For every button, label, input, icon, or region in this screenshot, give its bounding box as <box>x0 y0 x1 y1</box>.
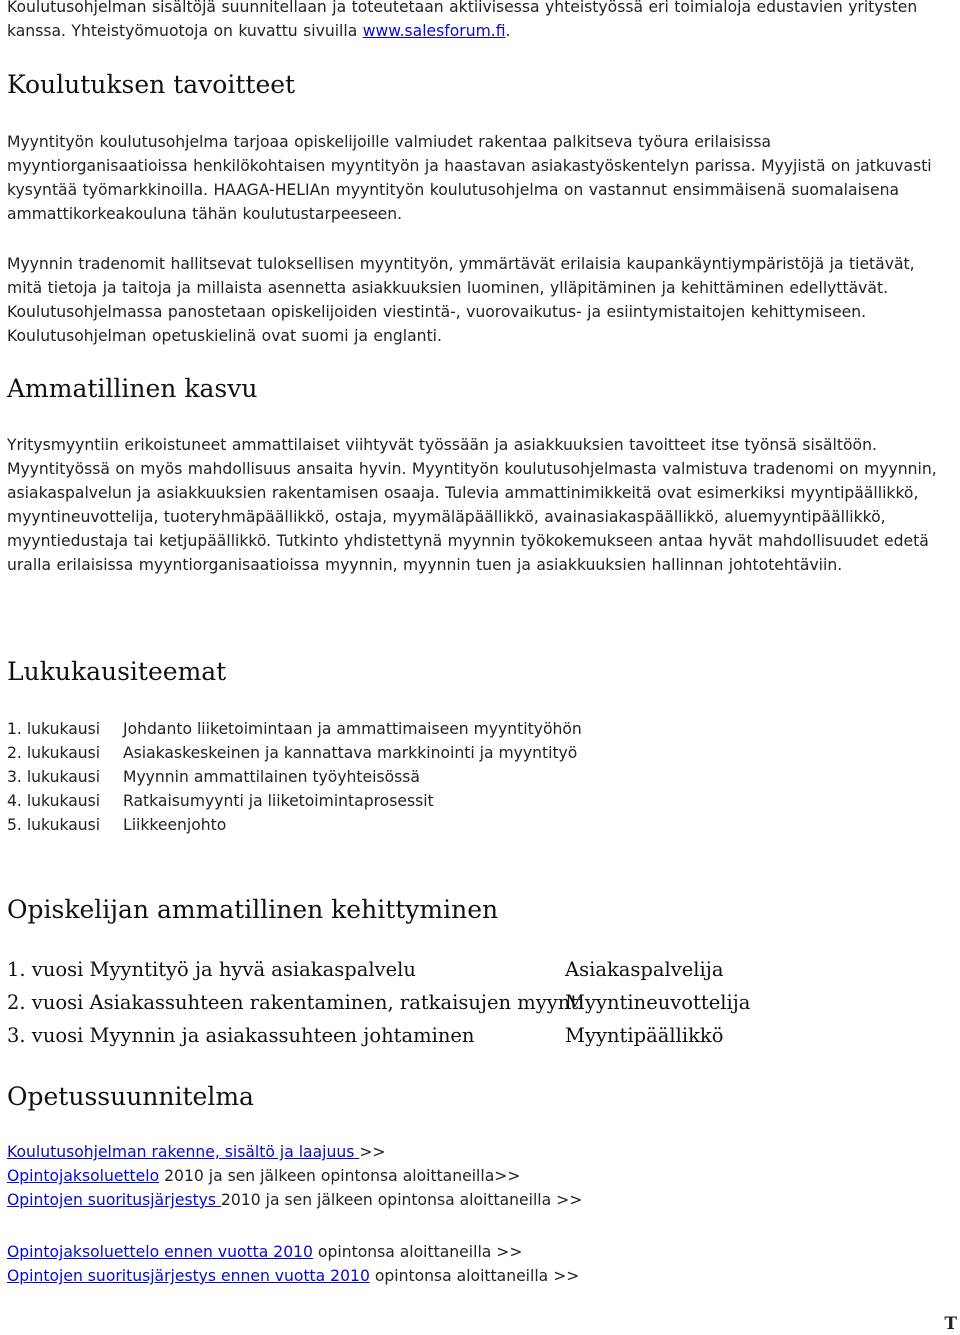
year-title: 1. vuosi Myyntityö ja hyvä asiakaspalvelu <box>7 958 416 981</box>
curriculum-link[interactable]: Opintojaksoluettelo ennen vuotta 2010 <box>7 1243 313 1261</box>
growth-section <box>7 433 952 577</box>
semester-number: 3. lukukausi <box>7 768 101 786</box>
list-item <box>7 1264 952 1288</box>
growth-heading: Ammatillinen kasvu <box>7 374 258 403</box>
year-title: 2. vuosi Asiakassuhteen rakentaminen, ratkaisujen myynti <box>7 991 585 1014</box>
list-item <box>7 813 952 837</box>
semester-number: 1. lukukausi <box>7 720 101 738</box>
curriculum-link[interactable]: Opintojen suoritusjärjestys ennen vuotta 2010 <box>7 1267 370 1285</box>
semester-title: Ratkaisumyynti ja liiketoimintaprosessit <box>123 792 434 810</box>
curriculum-links <box>7 1140 952 1212</box>
page-corner-letter: T <box>944 1314 957 1334</box>
goals-section-2 <box>7 252 952 348</box>
semester-title: Johdanto liiketoimintaan ja ammattimaiseen myyntityöhön <box>123 720 582 738</box>
development-heading: Opiskelijan ammatillinen kehittyminen <box>7 895 499 924</box>
curriculum-heading: Opetussuunnitelma <box>7 1082 254 1111</box>
semester-number: 2. lukukausi <box>7 744 101 762</box>
themes-list <box>7 717 952 837</box>
semester-title: Asiakaskeskeinen ja kannattava markkinointi ja myyntityö <box>123 744 578 762</box>
goals-paragraph-2: Myynnin tradenomit hallitsevat tuloksellisen myyntityön, ymmärtävät erilaisia kaupankäyntiympäristöjä ja tietävät, mitä tietoja ja taitoja ja millaista asennetta asiakkuuksien luominen, ylläpitäminen ja kehittäminen edellyttävät. Koulutusohjelmassa panostetaan opiskelijoiden viestintä-, vuorovaikutus- ja esiintymistaitojen kehittymiseen. Koulutusohjelman opetuskielinä ovat suomi ja englanti. <box>7 255 915 345</box>
semester-title: Myynnin ammattilainen työyhteisössä <box>123 768 420 786</box>
themes-heading: Lukukausiteemat <box>7 657 227 686</box>
semester-title: Liikkeenjohto <box>123 816 227 834</box>
list-item <box>7 1164 952 1188</box>
goals-paragraph-1: Myyntityön koulutusohjelma tarjoaa opiskelijoille valmiudet rakentaa palkitseva työura erilaisissa myyntiorganisaatioissa henkilökohtaisen myyntityön ja haastavan asiakastyöskentelyn parissa. Myyjistä on jatkuvasti kysyntää työmarkkinoilla. HAAGA-HELIAn myyntityön koulutusohjelma on vastannut ensimmäisenä suomalaisena ammattikorkeakouluna tähän koulutustarpeeseen. <box>7 133 932 223</box>
list-item <box>7 765 952 789</box>
link-suffix: opintonsa aloittaneilla >> <box>312 1243 523 1261</box>
intro-text: Koulutusohjelman sisältöjä suunnitellaan ja toteutetaan aktiivisessa yhteistyössä eri toimialoja edustavien yritysten kanssa. Yhteistyömuotoja on kuvattu sivuilla <box>7 0 918 40</box>
goals-heading: Koulutuksen tavoitteet <box>7 70 296 99</box>
curriculum-link[interactable]: Opintojaksoluettelo <box>7 1167 160 1185</box>
list-item <box>7 717 952 741</box>
link-suffix: opintonsa aloittaneilla >> <box>369 1267 580 1285</box>
list-item <box>7 1240 952 1264</box>
curriculum-link[interactable]: Opintojen suoritusjärjestys <box>7 1191 221 1209</box>
semester-number: 4. lukukausi <box>7 792 101 810</box>
salesforum-link[interactable]: www.salesforum.fi <box>362 22 506 40</box>
link-suffix: >> <box>359 1143 386 1161</box>
year-role: Asiakaspalvelija <box>565 958 724 981</box>
year-role: Myyntineuvottelija <box>565 991 751 1014</box>
goals-section <box>7 130 952 226</box>
list-item <box>7 741 952 765</box>
list-item <box>7 1188 952 1212</box>
semester-number: 5. lukukausi <box>7 816 101 834</box>
curriculum-links-old <box>7 1240 952 1288</box>
growth-paragraph: Yritysmyyntiin erikoistuneet ammattilaiset viihtyvät työssään ja asiakkuuksien tavoitteet itse työnsä sisältöön. Myyntityössä on myös mahdollisuus ansaita hyvin. Myyntityön koulutusohjelmasta valmistuva tradenomi on myynnin, asiakaspalvelun ja asiakkuuksien rakentamisen osaaja. Tulevia ammattinimikkeitä ovat esimerkiksi myyntipäällikkö, myyntineuvottelija, tuoteryhmäpäällikkö, ostaja, myymäläpäällikkö, avainasiakaspäällikkö, aluemyyntipäällikkö, myyntiedustaja tai ketjupäällikkö. Tutkinto yhdistettynä myynnin työkokemukseen antaa hyvät mahdollisuudet edetä uralla erilaisissa myyntiorganisaatioissa myynnin, myynnin tuen ja asiakkuuksien hallinnan johtotehtäviin. <box>7 436 937 574</box>
intro-text-end: . <box>505 22 511 40</box>
year-role: Myyntipäällikkö <box>565 1024 724 1047</box>
list-item <box>7 789 952 813</box>
link-suffix: 2010 ja sen jälkeen opintonsa aloittaneilla >> <box>221 1191 583 1209</box>
list-item <box>7 1140 952 1164</box>
link-suffix: 2010 ja sen jälkeen opintonsa aloittaneilla>> <box>159 1167 521 1185</box>
year-title: 3. vuosi Myynnin ja asiakassuhteen johtaminen <box>7 1024 475 1047</box>
intro-paragraph <box>7 0 952 43</box>
curriculum-link[interactable]: Koulutusohjelman rakenne, sisältö ja laajuus <box>7 1143 360 1161</box>
